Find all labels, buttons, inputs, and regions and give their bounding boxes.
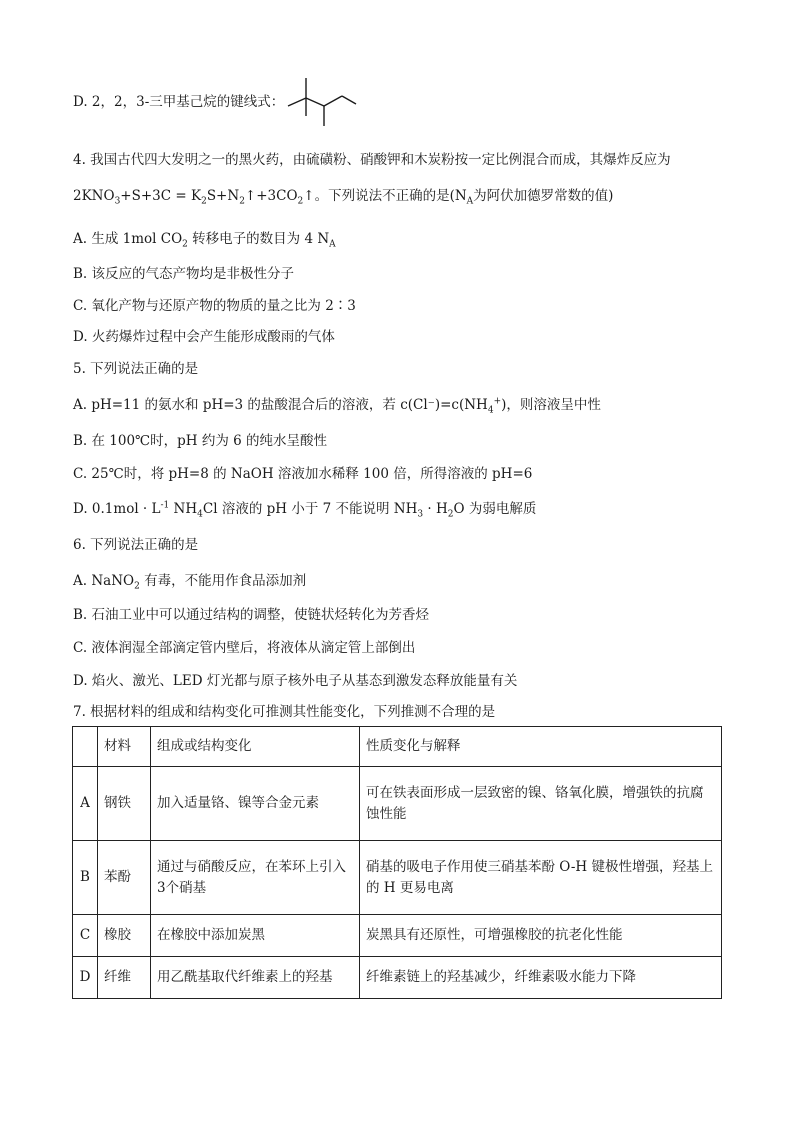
table-header-row <box>73 727 722 767</box>
q4-option-c: C. 氧化产物与还原产物的物质的量之比为 2∶3 <box>73 298 356 314</box>
table-cell: D <box>73 957 98 999</box>
table-cell: 通过与硝酸反应，在苯环上引入3个硝基 <box>151 841 360 915</box>
q6-option-a: A. NaNO$_2$ 有毒，不能用作食品添加剂 <box>73 573 307 592</box>
table-cell: 钢铁 <box>98 767 151 841</box>
skeletal-formula-diagram <box>286 76 358 132</box>
table-header-cell <box>73 727 98 767</box>
q7-stem: 7. 根据材料的组成和结构变化可推测其性能变化，下列推测不合理的是 <box>73 704 496 720</box>
q4-option-d: D. 火药爆炸过程中会产生能形成酸雨的气体 <box>73 329 335 345</box>
q6-option-c: C. 液体润湿全部滴定管内壁后，将液体从滴定管上部倒出 <box>73 640 416 656</box>
table-cell: 加入适量铬、镍等合金元素 <box>151 767 360 841</box>
table-cell: 硝基的吸电子作用使三硝基苯酚 O-H 键极性增强，羟基上的 H 更易电离 <box>360 841 722 915</box>
table-cell: 在橡胶中添加炭黑 <box>151 915 360 957</box>
table-row <box>73 915 722 957</box>
table-row <box>73 841 722 915</box>
table-row <box>73 767 722 841</box>
q4-stem: 4. 我国古代四大发明之一的黑火药，由硫磺粉、硝酸钾和木炭粉按一定比例混合而成，其爆炸反应为 <box>73 152 671 168</box>
q5-option-a: A. pH=11 的氨水和 pH=3 的盐酸混合后的溶液，若 $c(Cl^-)=c(NH_4^+)$，则溶液呈中性 <box>73 396 601 416</box>
q4-option-a: A. 生成 1mol $CO_2$ 转移电子的数目为 4 $N_A$ <box>73 231 336 250</box>
table-header-cell: 组成或结构变化 <box>151 727 360 767</box>
table-cell: A <box>73 767 98 841</box>
q5-stem: 5. 下列说法正确的是 <box>73 361 199 377</box>
q5-option-b: B. 在 100℃时，pH 约为 6 的纯水呈酸性 <box>73 433 328 449</box>
table-cell: 纤维素链上的羟基减少，纤维素吸水能力下降 <box>360 957 722 999</box>
q6-stem: 6. 下列说法正确的是 <box>73 537 199 553</box>
table-cell: 炭黑具有还原性，可增强橡胶的抗老化性能 <box>360 915 722 957</box>
q3-option-d: D. 2，2，3-三甲基己烷的键线式： <box>73 94 285 110</box>
table-cell: 纤维 <box>98 957 151 999</box>
q4-equation: $2KNO_3+S+3C$ = $K_2S+N_2↑+3CO_2↑$。下列说法不正确的是($N_A$为阿伏加德罗常数的值) <box>73 188 614 207</box>
q5-option-d: D. $0.1mol \cdot L^{-1}$ $NH_4Cl$ 溶液的 pH 小于 7 不能说明 $NH_3 \cdot H_2O$ 为弱电解质 <box>73 500 537 520</box>
table-cell: 橡胶 <box>98 915 151 957</box>
q6-option-d: D. 焰火、激光、LED 灯光都与原子核外电子从基态到激发态释放能量有关 <box>73 673 518 689</box>
q6-option-b: B. 石油工业中可以通过结构的调整，使链状烃转化为芳香烃 <box>73 607 430 623</box>
q7-table <box>72 726 722 999</box>
table-cell: C <box>73 915 98 957</box>
table-header-cell: 材料 <box>98 727 151 767</box>
table-header-cell: 性质变化与解释 <box>360 727 722 767</box>
table-cell: 用乙酰基取代纤维素上的羟基 <box>151 957 360 999</box>
q4-option-b: B. 该反应的气态产物均是非极性分子 <box>73 266 295 282</box>
q5-option-c: C. 25℃时，将 pH=8 的 NaOH 溶液加水稀释 100 倍，所得溶液的 pH=6 <box>73 466 533 482</box>
table-row <box>73 957 722 999</box>
table-cell: B <box>73 841 98 915</box>
table-cell: 苯酚 <box>98 841 151 915</box>
table-cell: 可在铁表面形成一层致密的镍、铬氧化膜，增强铁的抗腐蚀性能 <box>360 767 722 841</box>
